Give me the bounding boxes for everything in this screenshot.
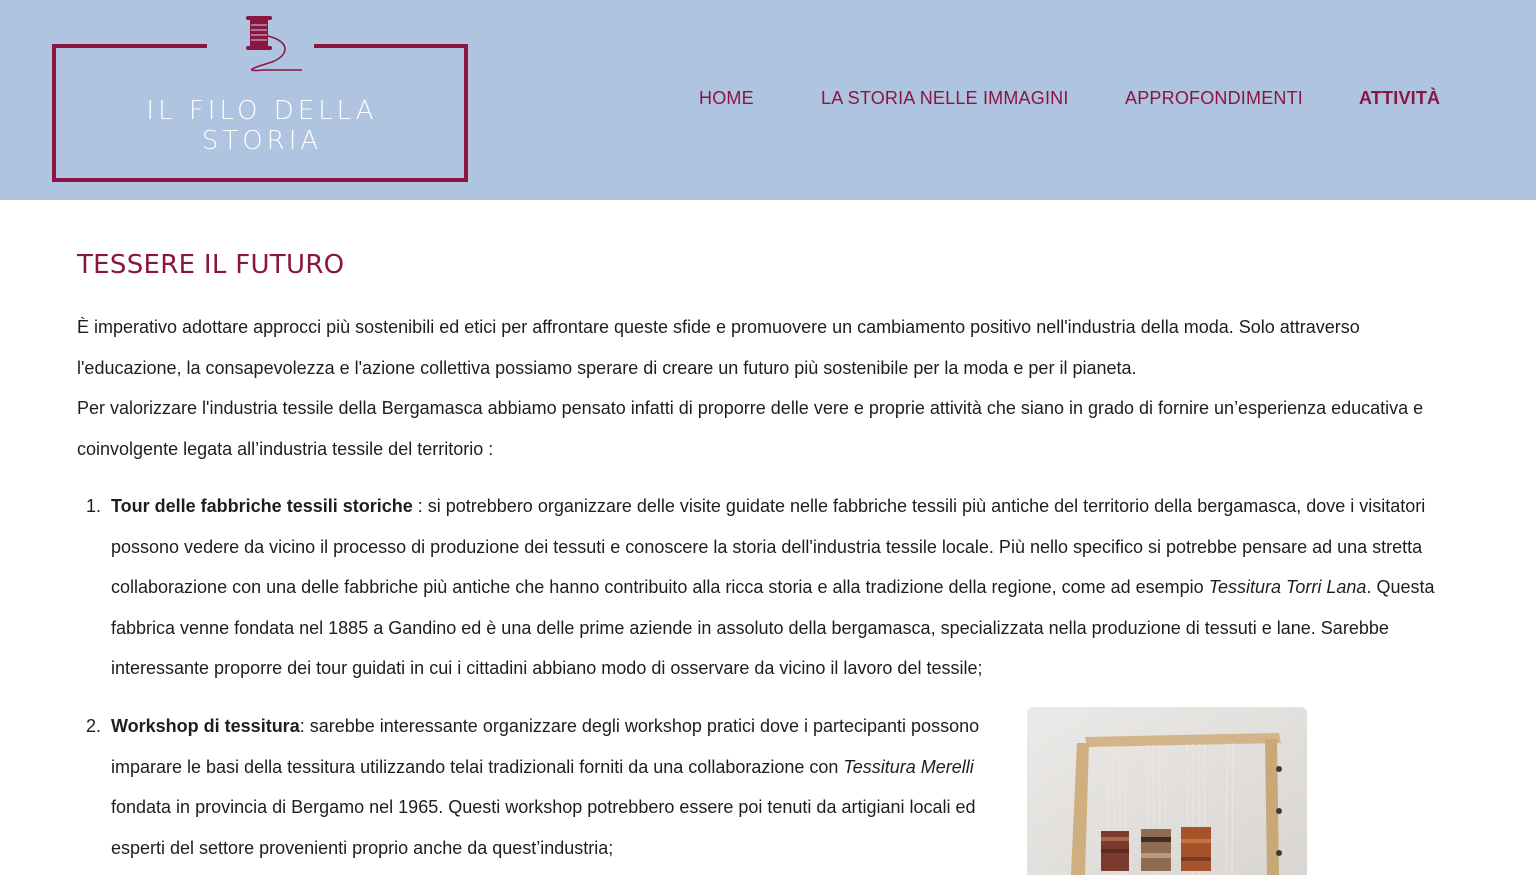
list-item-body-end: fondata in provincia di Bergamo nel 1965. Questi workshop potrebbero essere poi tenuti da artigiani locali ed esperti del settore provenienti proprio anche da quest’industria; bbox=[111, 797, 976, 858]
list-item-body: : sarebbe interessante organizzare degli workshop pratici dove i partecipanti possono imparare le basi della tessitura utilizzando telai tradizionali forniti da una collaborazione con bbox=[111, 716, 980, 777]
list-item-title: Tour delle fabbriche tessili storiche bbox=[111, 496, 413, 516]
nav-item-attivita[interactable]: ATTIVITÀ bbox=[1359, 88, 1441, 108]
page-title: TESSERE IL FUTURO bbox=[77, 250, 345, 280]
list-number: 2. bbox=[85, 716, 101, 736]
logo-text: IL FILO DELLA STORIA bbox=[146, 96, 378, 156]
intro-paragraph: È imperativo adottare approcci più sostenibili ed etici per affrontare queste sfide e promuovere un cambiamento positivo nell'industria della moda. Solo attraverso l'educazione, la consapevolezza e l'azione collettiva possiamo sperare di creare un futuro più sostenibile per la moda e per il pianeta. bbox=[77, 317, 1360, 378]
list-item-title: Workshop di tessitura bbox=[111, 716, 300, 736]
context-paragraph: Per valorizzare l'industria tessile della Bergamasca abbiamo pensato infatti di proporre delle vere e proprie attività che siano in grado di fornire un’esperienza educativa e coinvolgente legata all’industria tessile del territorio : bbox=[77, 398, 1424, 459]
loom-image bbox=[1027, 707, 1307, 875]
company-name: Tessitura Torri Lana bbox=[1208, 577, 1367, 597]
nav-item-approfondimenti[interactable]: APPROFONDIMENTI bbox=[1125, 88, 1304, 108]
nav-item-storia-immagini[interactable]: LA STORIA NELLE IMMAGINI bbox=[821, 88, 1069, 108]
list-item-text bbox=[111, 706, 1011, 868]
nav-item-home[interactable]: HOME bbox=[699, 88, 754, 108]
main-nav bbox=[0, 88, 1536, 114]
list-item-body: : si potrebbero organizzare delle visite guidate nelle fabbriche tessili più antiche del territorio della bergamasca, dove i visitatori possono vedere da vicino il processo di produzione dei tessuti e conoscere la storia dell'industria tessile locale. Più nello specifico si potrebbe pensare ad una stretta collaborazione con una delle fabbriche più antiche che hanno contribuito alla ricca storia e alla tradizione della regione, come ad esempio bbox=[111, 496, 1426, 597]
list-item-body-end: . Questa fabbrica venne fondata nel 1885 a Gandino ed è una delle prime aziende in assoluto della bergamasca, specializzata nella produzione di tessuti e lane. Sarebbe interessante proporre dei tour guidati in cui i cittadini abbiano modo di osservare da vicino il lavoro del tessile; bbox=[111, 577, 1435, 678]
company-name: Tessitura Merelli bbox=[843, 756, 974, 777]
list-item-text bbox=[111, 486, 1467, 689]
site-header bbox=[0, 0, 1536, 200]
list-number: 1. bbox=[85, 496, 101, 516]
spool-icon bbox=[246, 16, 302, 71]
